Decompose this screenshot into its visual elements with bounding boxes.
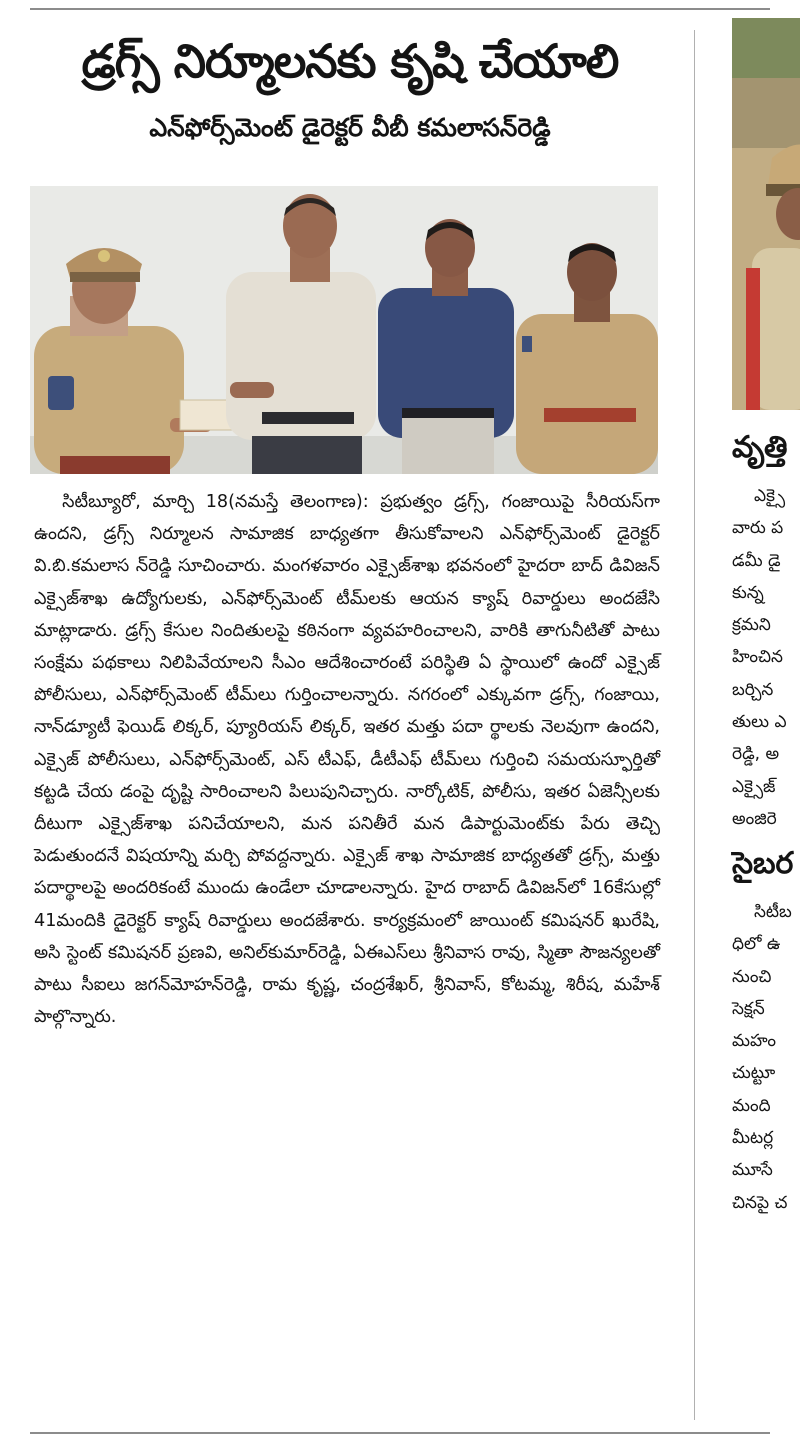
adjacent-text-line: మీటర్ల — [732, 1128, 774, 1149]
adjacent-text-line: సిటీబ — [754, 902, 792, 922]
adjacent-text-line: హించిన — [732, 647, 783, 668]
adjacent-text-line: బర్చిన — [732, 679, 774, 700]
adjacent-text-line: అంజిరె — [732, 808, 777, 829]
adjacent-headline-2: సైబర — [732, 846, 794, 881]
article-body: సిటీబ్యూరో, మార్చి 18(నమస్తే తెలంగాణ): ప్రభుత్వం డ్రగ్స్, గంజాయిపై సీరియస్‌గా ఉందని, డ్రగ్స్ నిర్మూలన సామాజిక బాధ్యతగా తీసుకోవాలని ఎన్‌ఫోర్స్‌మెంట్ డైరెక్టర్ వి.బి.కమలాస న్‌రెడ్డి సూచించారు. మంగళవారం ఎక్సైజ్‌శాఖ భవనంలో హైదరా బాద్ డివిజన్ ఎక్సైజ్‌శాఖ ఉద్యోగులకు, ఎన్‌ఫోర్స్‌మెంట్ టీమ్‌లకు ఆయన క్యాష్ రివార్డులు అందజేసి మాట్లాడారు. డ్రగ్స్ కేసుల నిందితులపై కఠినంగా వ్యవహరించాలని, వారికి తాగునీటితో పాటు సంక్షేమ పథకాలు నిలిపివేయాలని సీఎం ఆదేశించారంటే పరిస్థితి ఏ స్థాయిలో ఉందో ఎక్సైజ్ పోలీసులు, ఎన్‌ఫోర్స్‌మెంట్ టీమ్‌లు గుర్తించాలన్నారు. నగరంలో ఎక్కువగా డ్రగ్స్, గంజాయి, నాన్‌డ్యూటీ ఫెయిడ్ లిక్కర్, ప్యూరియస్ లిక్కర్, ఇతర మత్తు పదా ర్థాలకు నెలవుగా ఉందని, ఎక్సైజ్ పోలీసులు, ఎన్‌ఫోర్స్‌మెంట్, ఎస్ టీఎఫ్, డీటీఎఫ్ టీమ్‌లు గుర్తించి సమయస్ఫూర్తితో కట్టడి చేయ డంపై దృష్టి సారించాలని పిలుపునిచ్చారు. నార్కోటిక్, పోలీసు, ఇతర ఏజెన్సీలకు దీటుగా ఎక్సైజ్‌శాఖ పనిచేయాలని, మన పనితీరే మన డిపార్టుమెంట్‌కు పేరు తెచ్చి పెడుతుందనే విషయాన్ని మర్చి పోవద్దన్నారు. ఎక్సైజ్ శాఖ సామాజిక బాధ్యతతో డ్రగ్స్, మత్తు పదార్థాలపై అందరికంటే ముందు ఉండేలా చూడాలన్నారు. హైద రాబాద్ డివిజన్‌లో 16కేసుల్లో 41మందికి డైరెక్టర్ క్యాష్ రివార్డులు అందజేశారు. కార్యక్రమంలో జాయింట్ కమిషనర్ ఖురేషి, అసి స్టెంట్ కమిషనర్ ప్రణవి, అనిల్‌కుమార్‌రెడ్డి, ఏఈఎస్‌లు శ్రీనివాస రావు, స్మితా సౌజన్యలతో పాటు సీఐలు జగన్‌మోహన్‌రెడ్డి, రామ కృష్ణ, చంద్రశేఖర్, శ్రీనివాస్, కోటమ్మ, శిరీష, మహేశ్ పాల్గొన్నారు. — [34, 492, 660, 1028]
top-rule — [30, 8, 770, 10]
adjacent-text-line: కున్న — [732, 582, 764, 603]
adjacent-text-line: వారు ప — [732, 518, 784, 539]
adjacent-articles-column — [706, 18, 800, 1418]
bottom-rule — [30, 1432, 770, 1434]
adjacent-text-1 — [732, 480, 800, 835]
adjacent-text-line: ఎక్సై — [754, 486, 786, 506]
news-article — [30, 18, 670, 1028]
adjacent-text-line: ఎక్సైజ్ — [732, 776, 776, 797]
adjacent-text-line: డమీ డై — [732, 550, 781, 571]
article-headline: డ్రగ్స్ నిర్మూలనకు కృషి చేయాలి — [81, 34, 619, 88]
adjacent-text-line: చినపై చ — [732, 1192, 788, 1213]
adjacent-text-line: మంది — [732, 1095, 771, 1116]
adjacent-text-line: తులు ఎ — [732, 712, 787, 733]
adjacent-headline-1: వృత్తి — [732, 430, 788, 465]
adjacent-text-line: ధిలో ఉ — [732, 934, 781, 955]
adjacent-text-line: మహం — [732, 1031, 776, 1052]
adjacent-text-2 — [732, 896, 800, 1219]
adjacent-text-line: మూసే — [732, 1160, 773, 1181]
adjacent-text-line: క్రమని — [732, 615, 771, 636]
article-photo — [30, 186, 658, 474]
adjacent-text-line: సెక్షన్ — [732, 998, 765, 1019]
adjacent-photo — [732, 18, 800, 410]
adjacent-text-line: నుంచి — [732, 966, 772, 987]
adjacent-text-line: చుట్టూ — [732, 1063, 776, 1084]
column-divider — [694, 30, 695, 1420]
article-subheadline: ఎన్‌ఫోర్స్‌మెంట్ డైరెక్టర్ వీబీ కమలాసన్‌రెడ్డి — [149, 113, 551, 142]
adjacent-text-line: రెడ్డి, అ — [732, 744, 780, 765]
